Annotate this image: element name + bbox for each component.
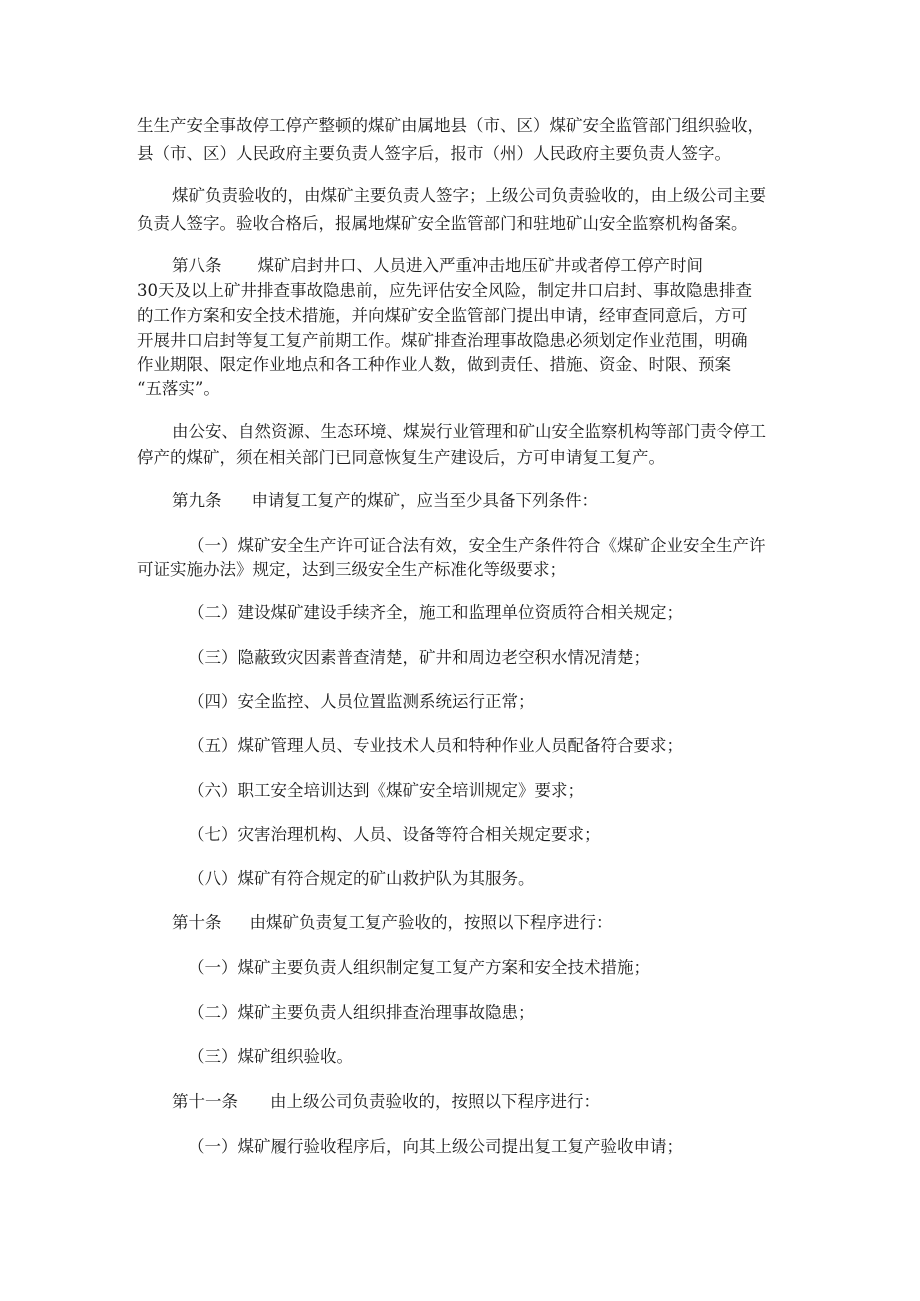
- list-item: （八）煤矿有符合规定的矿山救护队为其服务。: [188, 869, 535, 888]
- list-item: （六）职工安全培训达到《煤矿安全培训规定》要求；: [188, 781, 584, 800]
- paragraph-line: 30天及以上矿井排查事故隐患前，应先评估安全风险，制定井口启封、事故隐患排查: [137, 281, 752, 300]
- article-8-heading: 第八条: [172, 256, 222, 275]
- paragraph-line: 煤矿负责验收的，由煤矿主要负责人签字；上级公司负责验收的，由上级公司主要: [172, 186, 766, 205]
- article-8-line: [172, 254, 703, 278]
- article-10-line: [172, 911, 613, 935]
- article-11-heading: 第十一条: [172, 1092, 238, 1111]
- paragraph-line: 开展井口启封等复工复产前期工作。煤矿排查治理事故隐患必须划定作业范围，明确: [137, 331, 748, 350]
- list-item: （一）煤矿履行验收程序后，向其上级公司提出复工复产验收申请；: [188, 1137, 683, 1156]
- paragraph-line: 的工作方案和安全技术措施，并向煤矿安全监管部门提出申请，经审查同意后，方可: [137, 306, 748, 325]
- paragraph-line: 可证实施办法》规定，达到三级安全生产标准化等级要求；: [137, 560, 566, 579]
- list-item: （三）隐蔽致灾因素普查清楚，矿井和周边老空积水情况清楚；: [188, 648, 650, 667]
- article-8-text: 煤矿启封井口、人员进入严重冲击地压矿井或者停工停产时间: [257, 256, 703, 275]
- paragraph-line: 停产的煤矿，须在相关部门已同意恢复生产建设后，方可申请复工复产。: [137, 448, 665, 467]
- paragraph-line: “五落实”。: [137, 379, 220, 398]
- paragraph-line: 县（市、区）人民政府主要负责人签字后，报市（州）人民政府主要负责人签字。: [137, 144, 731, 163]
- list-item: （三）煤矿组织验收。: [188, 1047, 353, 1066]
- article-9-line: [172, 489, 598, 513]
- list-item: （五）煤矿管理人员、专业技术人员和特种作业人员配备符合要求；: [188, 736, 683, 755]
- list-item: （二）煤矿主要负责人组织排查治理事故隐患；: [188, 1003, 535, 1022]
- article-10-text: 由煤矿负责复工复产验收的，按照以下程序进行：: [249, 913, 613, 932]
- paragraph-line: 作业期限、限定作业地点和各工种作业人数，做到责任、措施、资金、时限、预案: [137, 355, 731, 374]
- paragraph-line: 负责人签字。验收合格后，报属地煤矿安全监管部门和驻地矿山安全监察机构备案。: [137, 214, 748, 233]
- article-9-heading: 第九条: [172, 491, 222, 510]
- list-item: （七）灾害治理机构、人员、设备等符合相关规定要求；: [188, 825, 601, 844]
- paragraph-line: 由公安、自然资源、生态环境、煤炭行业管理和矿山安全监察机构等部门责令停工: [172, 422, 766, 441]
- article-11-text: 由上级公司负责验收的，按照以下程序进行：: [270, 1092, 600, 1111]
- article-10-heading: 第十条: [172, 913, 222, 932]
- article-9-text: 申请复工复产的煤矿，应当至少具备下列条件：: [251, 491, 598, 510]
- paragraph-line: 生生产安全事故停工停产整顿的煤矿由属地县（市、区）煤矿安全监管部门组织验收，: [137, 116, 764, 135]
- list-item: （四）安全监控、人员位置监测系统运行正常；: [188, 692, 535, 711]
- list-item: （一）煤矿主要负责人组织制定复工复产方案和安全技术措施；: [188, 958, 650, 977]
- article-11-line: [172, 1090, 600, 1114]
- list-item: （二）建设煤矿建设手续齐全，施工和监理单位资质符合相关规定；: [188, 603, 683, 622]
- list-item: （一）煤矿安全生产许可证合法有效，安全生产条件符合《煤矿企业安全生产许: [188, 536, 766, 555]
